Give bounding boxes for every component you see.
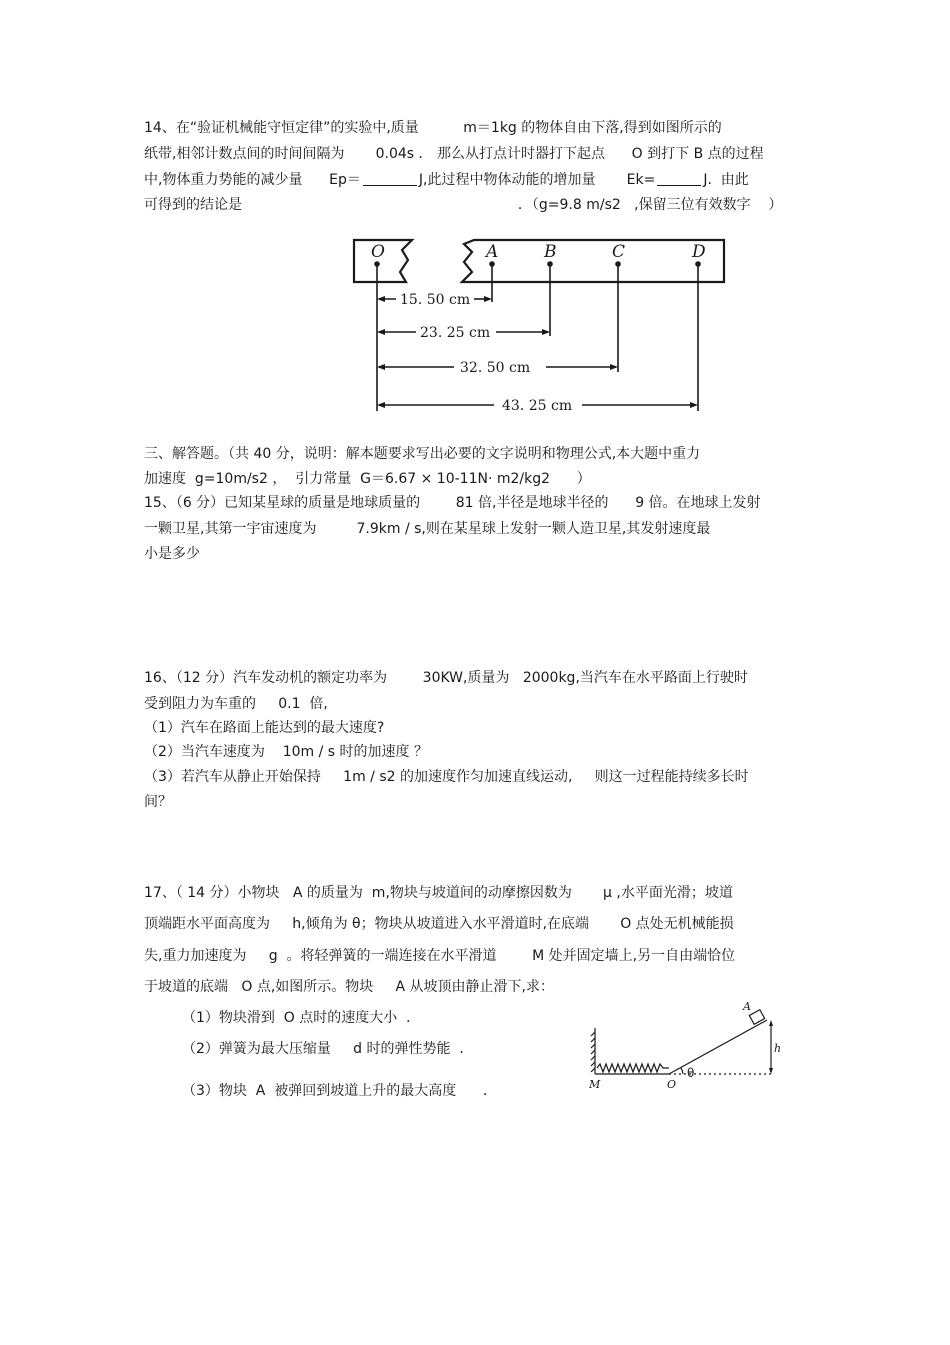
q17-line-2: 顶端距水平面高度为 h,倾角为 θ；物块从坡道进入水平滑道时,在底端 O 点处无机械能损: [144, 916, 734, 932]
q17-sub-3: （3）物块 A 被弹回到坡道上升的最大高度 ．: [182, 1083, 497, 1099]
q17-line-1: 17、（ 14 分）小物块 A 的质量为 m,物块与坡道间的动摩擦因数为 μ ,水平面光滑；坡道: [144, 885, 733, 901]
distance-label-oa: 15. 50 cm: [400, 292, 471, 308]
q17-line-4: 于坡道的底端 O 点,如图所示。物块 A 从坡顶由静止滑下,求：: [144, 979, 554, 995]
q16-line-4: （2）当汽车速度为 10m / s 时的加速度 ？: [144, 744, 428, 760]
point-label-a: A: [486, 242, 499, 262]
point-label-b: B: [544, 242, 557, 262]
slope-spring-figure: [585, 1000, 785, 1095]
q17-line-3: 失,重力加速度为 g 。将轻弹簧的一端连接在水平滑道 M 处并固定墙上,另一自由端恰位: [144, 948, 736, 964]
q16-line-2: 受到阻力为车重的 0.1 倍,: [144, 696, 328, 712]
point-label-d: D: [692, 242, 706, 262]
distance-label-oc: 32. 50 cm: [460, 360, 531, 376]
section3-line-2: 加速度 g=10m/s2 ， 引力常量 G＝6.67 × 10-11N· m2/kg2 ）: [144, 471, 591, 487]
point-label-c: C: [612, 242, 626, 262]
q14-line-1: 14、在“验证机械能守恒定律”的实验中,质量 m＝1kg 的物体自由下落,得到如图所示的: [144, 120, 722, 136]
distance-label-ob: 23. 25 cm: [420, 325, 491, 341]
q15-line-2: 一颗卫星,其第一宇宙速度为 7.9km / s,则在某星球上发射一颗人造卫星,其发射速度最: [144, 521, 711, 537]
q15-line-1: 15、（6 分）已知某星球的质量是地球质量的 81 倍,半径是地球半径的 9 倍。在地球上发射: [144, 495, 761, 511]
figure-label-a: A: [743, 1000, 751, 1013]
q16-line-6: 间？: [144, 794, 172, 810]
q16-line-1: 16、（12 分）汽车发动机的额定功率为 30KW,质量为 2000kg,当汽车在水平路面上行驶时: [144, 670, 748, 686]
q14-line-4: 可得到的结论是 ．（g=9.8 m/s2 ,保留三位有效数字 ）: [144, 197, 783, 213]
ek-answer-blank[interactable]: [657, 171, 701, 186]
q14-line-3a: 中,物体重力势能的减少量 Ep＝: [144, 172, 361, 188]
point-label-o: O: [371, 242, 385, 262]
ep-answer-blank[interactable]: [363, 171, 417, 186]
figure-label-h: h: [774, 1042, 782, 1055]
q14-line-3c: J. 由此: [703, 172, 749, 188]
q14-line-2: 纸带,相邻计数点间的时间间隔为 0.04s ． 那么从打点计时器打下起点 O 到打下 B 点的过程: [144, 146, 764, 162]
figure-label-theta: θ: [687, 1066, 695, 1080]
q16-line-5: （3）若汽车从静止开始保持 1m / s2 的加速度作匀加速直线运动, 则这一过程能持续多长时: [144, 769, 749, 785]
q17-sub-1: （1）物块滑到 O 点时的速度大小 ．: [182, 1010, 421, 1026]
q17-sub-2: （2）弹簧为最大压缩量 d 时的弹性势能 ．: [182, 1041, 474, 1057]
q14-line-3: [144, 170, 749, 190]
section3-line-1: 三、解答题。（共 40 分，说明：解本题要求写出必要的文字说明和物理公式,本大题中重力: [144, 446, 701, 462]
q14-line-3b: J,此过程中物体动能的增加量 Ek=: [418, 172, 656, 188]
distance-label-od: 43. 25 cm: [502, 398, 573, 414]
q15-line-3: 小是多少: [144, 546, 200, 562]
q16-line-3: （1）汽车在路面上能达到的最大速度?: [144, 720, 385, 736]
figure-label-o: O: [667, 1078, 677, 1091]
figure-label-m: M: [589, 1078, 601, 1091]
paper-tape-figure: [350, 236, 730, 416]
